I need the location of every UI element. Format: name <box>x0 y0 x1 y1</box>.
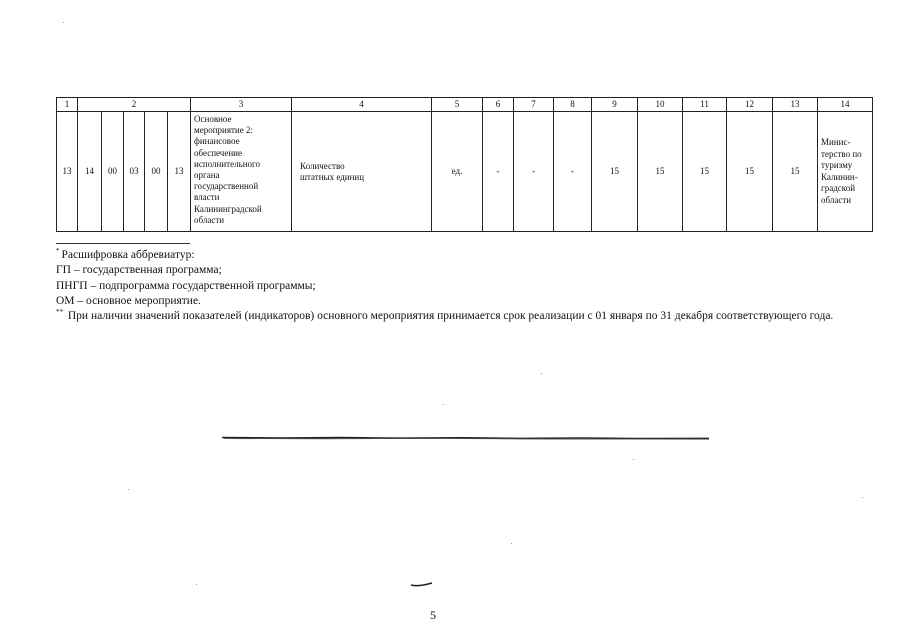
scan-speck <box>63 22 64 23</box>
activity-name-line: исполнительного <box>194 158 260 169</box>
value-cell: 15 <box>773 112 818 232</box>
activity-name-line: государственной <box>194 181 259 192</box>
page-number: 5 <box>430 608 436 622</box>
value-cell: - <box>514 112 554 232</box>
activity-name-line: обеспечение <box>194 147 242 158</box>
code-cell: 13 <box>168 112 191 232</box>
activity-name-line: финансовое <box>194 136 240 147</box>
responsible-line: Минис- <box>821 137 851 147</box>
scan-speck <box>511 543 512 544</box>
footnote-marker: * <box>56 247 60 255</box>
responsible-line: градской <box>821 183 856 193</box>
value-cell: 15 <box>683 112 727 232</box>
header-cell: 5 <box>432 98 483 112</box>
table-header-row <box>57 98 873 112</box>
footnote-note <box>56 309 842 324</box>
responsible-line: области <box>821 194 852 205</box>
header-cell: 10 <box>638 98 683 112</box>
footnote-note-text: При наличии значений показателей (индикаторов) основного мероприятия принимается срок реализации с 01 января по 31 декабря соответствующего года. <box>67 310 834 323</box>
activity-name-line: области <box>194 214 225 225</box>
indicator-cell <box>292 112 432 232</box>
code-cell: 00 <box>102 112 124 232</box>
header-cell: 1 <box>57 98 78 112</box>
header-cell: 6 <box>483 98 514 112</box>
header-cell: 7 <box>514 98 554 112</box>
header-cell: 2 <box>78 98 191 112</box>
activity-name-cell <box>191 112 292 232</box>
footnote-title-text: Расшифровка аббревиатур: <box>61 249 195 261</box>
pen-mark <box>410 580 434 588</box>
table-row <box>57 112 873 232</box>
scribble-line <box>222 435 709 441</box>
value-cell: - <box>483 112 514 232</box>
footnotes <box>56 248 842 324</box>
abbreviation-line: ПНГП – подпрограмма государственной программы; <box>56 279 316 292</box>
header-cell: 13 <box>773 98 818 112</box>
activity-name-line: органа <box>194 170 220 181</box>
header-cell: 9 <box>592 98 638 112</box>
footnote-title <box>56 248 842 263</box>
code-cell: 03 <box>124 112 145 232</box>
code-cell: 13 <box>57 112 78 232</box>
value-cell: 15 <box>727 112 773 232</box>
activity-name-line: Основное <box>194 114 232 124</box>
code-cell: 14 <box>78 112 102 232</box>
value-cell: 15 <box>592 112 638 232</box>
header-cell: 12 <box>727 98 773 112</box>
footnote-marker: ** <box>56 308 63 317</box>
unit-cell: ед. <box>432 112 483 232</box>
activity-name-line: власти <box>194 192 220 203</box>
indicator-line: штатных единиц <box>300 171 365 182</box>
scan-speck <box>541 373 542 374</box>
header-cell: 14 <box>818 98 873 112</box>
responsible-cell <box>818 112 873 232</box>
activity-name-line: Калининградской <box>194 203 262 214</box>
value-cell: - <box>554 112 592 232</box>
value-cell: 15 <box>638 112 683 232</box>
responsible-line: туризму <box>821 160 853 170</box>
scan-speck <box>633 459 634 460</box>
activity-name-line: мероприятие 2: <box>194 125 253 136</box>
indicators-table <box>56 97 873 232</box>
header-cell: 3 <box>191 98 292 112</box>
code-cell: 00 <box>145 112 168 232</box>
responsible-line: Калинин- <box>821 171 858 182</box>
scan-speck <box>443 404 444 405</box>
indicator-line: Количество <box>300 160 345 171</box>
header-cell: 4 <box>292 98 432 112</box>
scan-speck <box>128 489 129 490</box>
header-cell: 8 <box>554 98 592 112</box>
responsible-line: терство по <box>821 148 862 159</box>
abbreviation-line: ГП – государственная программа; <box>56 264 222 277</box>
abbreviation-line: ОМ – основное мероприятие. <box>56 294 201 307</box>
scan-speck <box>196 584 197 585</box>
footnote-separator <box>56 243 190 244</box>
header-cell: 11 <box>683 98 727 112</box>
scan-speck <box>862 497 863 498</box>
